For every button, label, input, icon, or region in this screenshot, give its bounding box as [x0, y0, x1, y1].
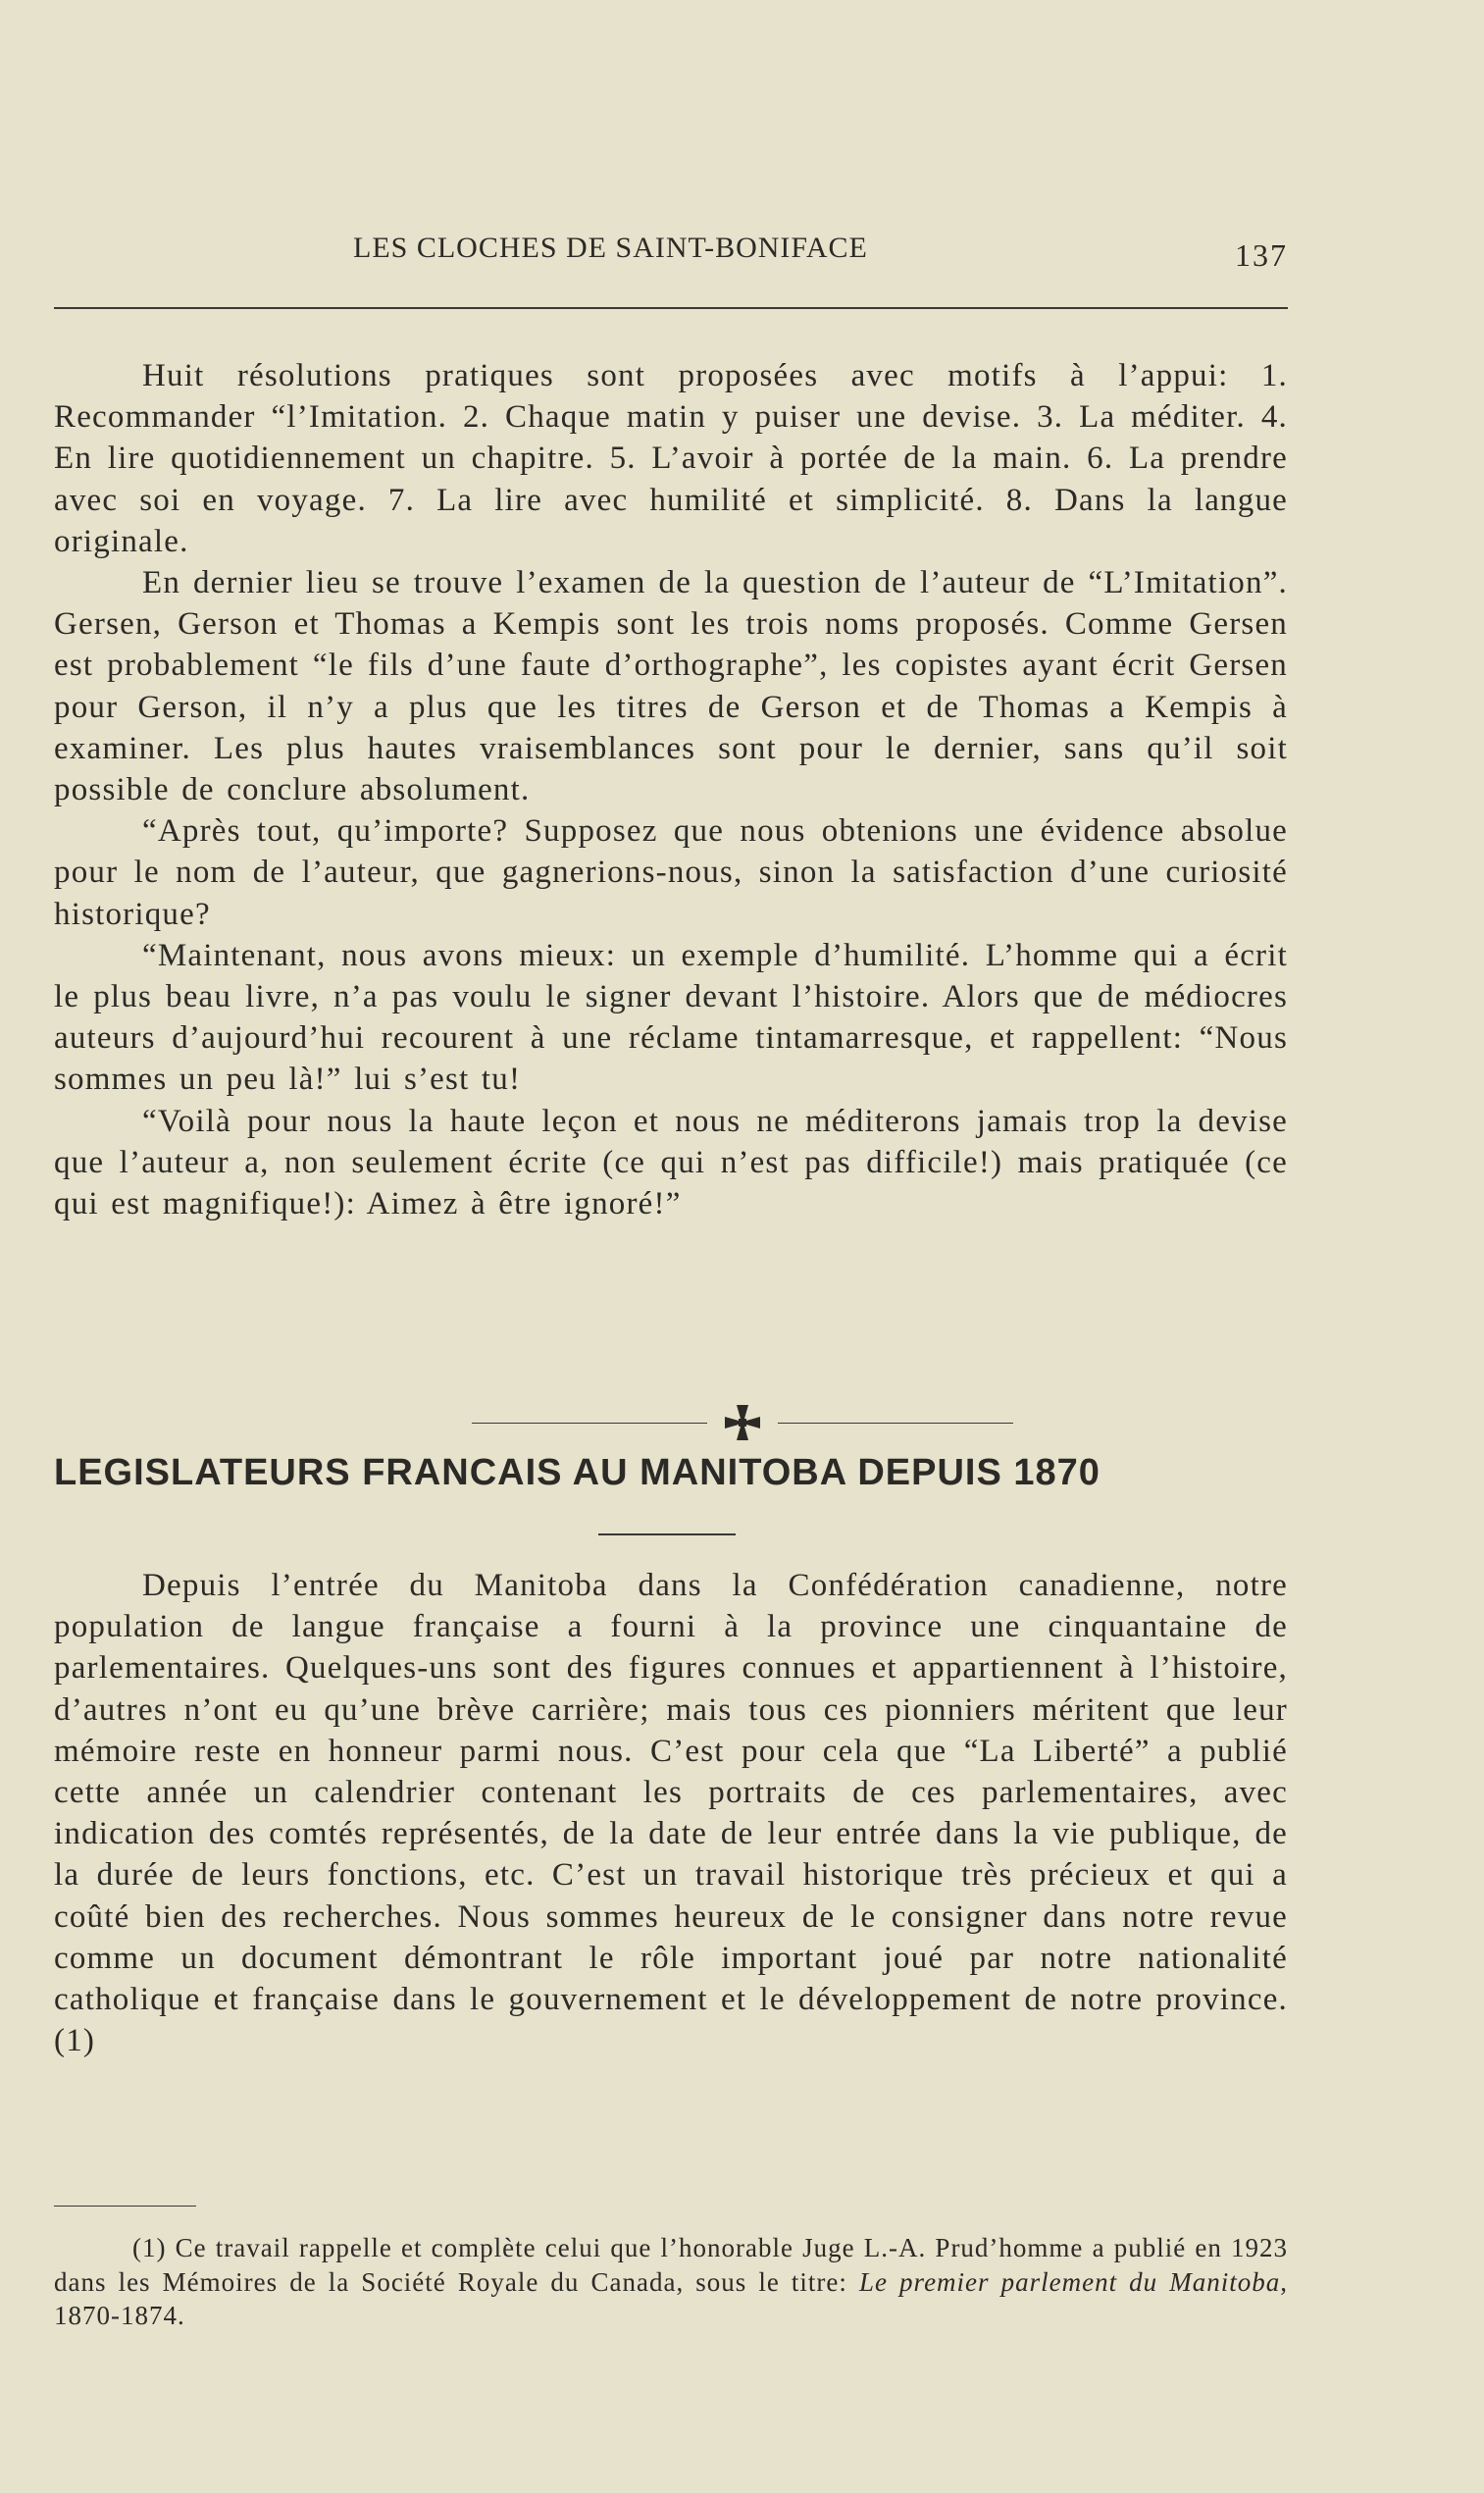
- section-separator: [0, 1401, 1484, 1444]
- heading-rule: [598, 1533, 736, 1535]
- paragraph: Depuis l’entrée du Manitoba dans la Confédération canadienne, notre population de langue française a fourni à la province une cinquantaine de parlementaires. Quelques-uns sont des figures connues et appartiennent à l’histoire, d’autres n’ont eu qu’une brève carrière; mais tous ces pionniers méritent que leur mémoire reste en honneur parmi nous. C’est pour cela que “La Liberté” a publié cette année un calendrier contenant les portraits de ces parlementaires, avec indication des comtés représentés, de la date de leur entrée dans la vie publique, de la durée de leurs fonctions, etc. C’est un travail historique très précieux et qui a coûté bien des recherches. Nous sommes heureux de le consigner dans notre revue comme un document démontrant le rôle important joué par notre nationalité catholique et française dans le gouvernement et le développement de notre province. (1): [54, 1568, 1288, 2059]
- separator-rule-left: [472, 1423, 707, 1424]
- section-heading: LEGISLATEURS FRANCAIS AU MANITOBA DEPUIS 1870: [54, 1452, 1100, 1493]
- footnote-rule: [54, 2206, 196, 2207]
- header-rule: [54, 307, 1288, 309]
- separator-rule-right: [778, 1423, 1013, 1424]
- article-body: [54, 355, 1288, 1224]
- footnote: [54, 2231, 1288, 2333]
- paragraph: Huit résolutions pratiques sont proposées avec motifs à l’appui: 1. Recommander “l’Imitation. 2. Chaque matin y puiser une devise. 3. La méditer. 4. En lire quotidiennement un chapitre. 5. L’avoir à portée de la main. 6. La prendre avec soi en voyage. 7. La lire avec humilité et simplicité. 8. Dans la langue originale.: [54, 358, 1288, 559]
- running-title: LES CLOCHES DE SAINT-BONIFACE: [353, 232, 868, 264]
- footnote-text: (1) Ce travail rappelle et complète celui que l’honorable Juge L.-A. Prud’homme a publié en 1923 dans les Mémoires de la Société Royale du Canada, sous le titre:: [54, 2233, 1288, 2297]
- paragraph: En dernier lieu se trouve l’examen de la question de l’auteur de “L’Imitation”. Gersen, Gerson et Thomas a Kempis sont les trois noms proposés. Comme Gersen est probablement “le fils d’une faute d’orthographe”, les copistes ayant écrit Gersen pour Gerson, il n’y a plus que les titres de Gerson et de Thomas a Kempis à examiner. Les plus hautes vraisemblances sont pour le dernier, sans qu’il soit possible de conclure absolument.: [54, 565, 1288, 808]
- section-body: [54, 1565, 1288, 2061]
- page-number: 137: [1235, 237, 1288, 273]
- cross-pattee-icon: [723, 1403, 762, 1442]
- paragraph: “Après tout, qu’importe? Supposez que nous obtenions une évidence absolue pour le nom de l’auteur, que gagnerions-nous, sinon la satisfaction d’une curiosité historique?: [54, 813, 1288, 932]
- paragraph: “Voilà pour nous la haute leçon et nous ne méditerons jamais trop la devise que l’auteur a, non seulement écrite (ce qui n’est pas difficile!) mais pratiquée (ce qui est magnifique!): Aimez à être ignoré!”: [54, 1103, 1288, 1222]
- running-header: [54, 228, 1288, 277]
- footnote-cited-title: Le premier parlement du Manitoba: [858, 2266, 1281, 2297]
- footnote-dates: , 1870-1874.: [54, 2266, 1288, 2330]
- paragraph: “Maintenant, nous avons mieux: un exemple d’humilité. L’homme qui a écrit le plus beau livre, n’a pas voulu le signer devant l’histoire. Alors que de médiocres auteurs d’aujourd’hui recourent à une réclame tintamarresque, et rappellent: “Nous sommes un peu là!” lui s’est tu!: [54, 937, 1288, 1098]
